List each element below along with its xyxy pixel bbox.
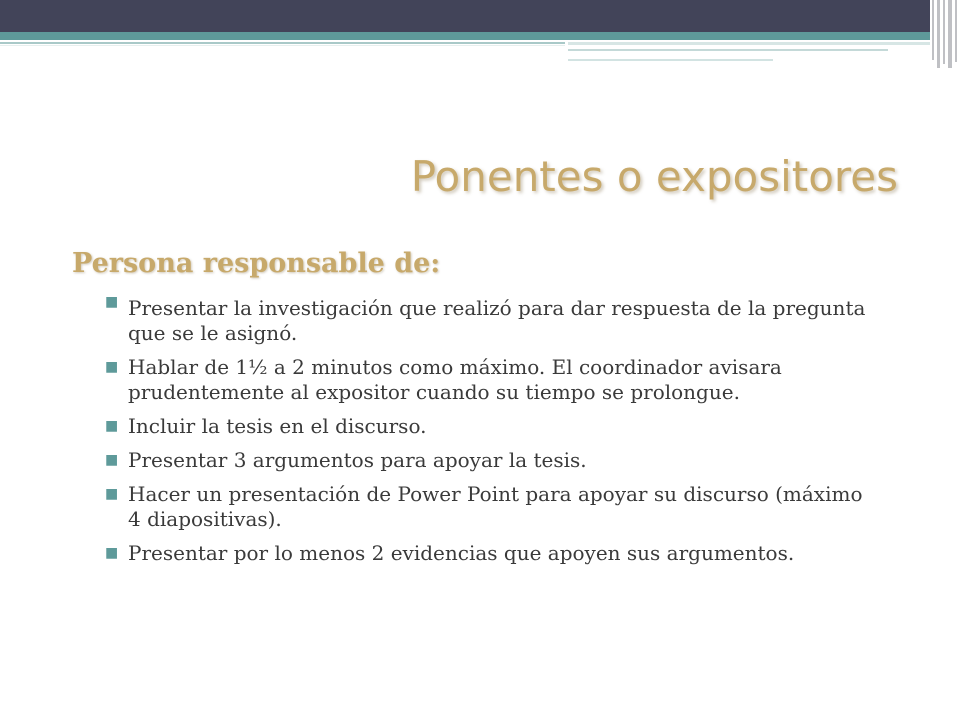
header-band xyxy=(0,0,930,32)
decor-bar xyxy=(955,0,957,62)
decor-bar xyxy=(937,0,940,68)
decor-bar xyxy=(932,0,934,60)
square-bullet-icon: ■ xyxy=(105,486,119,502)
bullet-item xyxy=(100,482,880,532)
bullet-list xyxy=(100,296,880,575)
bullet-text: Hablar de 1½ a 2 minutos como máximo. El coordinador avisara prudentemente al expositor cuando su tiempo se prolongue. xyxy=(128,355,782,404)
decor-line xyxy=(0,42,565,44)
bullet-item xyxy=(100,296,880,346)
bullet-text: Hacer un presentación de Power Point para apoyar su discurso (máximo 4 diapositivas). xyxy=(128,482,863,531)
bullet-text: Presentar 3 argumentos para apoyar la tesis. xyxy=(128,448,587,472)
decor-line xyxy=(568,59,773,61)
square-bullet-icon: ■ xyxy=(105,359,119,375)
decor-line xyxy=(568,42,930,45)
square-bullet-icon: ■ xyxy=(105,452,119,468)
bullet-text: Presentar la investigación que realizó para dar respuesta de la pregunta que se le asignó. xyxy=(128,296,866,345)
decor-line xyxy=(568,49,888,51)
bullet-item xyxy=(100,414,880,439)
slide-title: Ponentes o expositores xyxy=(410,152,898,201)
corner-vertical-bars xyxy=(930,0,960,68)
header-decorative-lines xyxy=(0,40,930,60)
bullet-text: Incluir la tesis en el discurso. xyxy=(128,414,427,438)
bullet-item xyxy=(100,355,880,405)
slide-subtitle: Persona responsable de: xyxy=(72,248,441,279)
bullet-item xyxy=(100,541,880,566)
header-accent-band xyxy=(0,32,930,40)
bullet-text: Presentar por lo menos 2 evidencias que apoyen sus argumentos. xyxy=(128,541,795,565)
decor-line xyxy=(0,45,565,46)
square-bullet-icon: ■ xyxy=(105,418,119,434)
decor-bar xyxy=(948,0,952,68)
square-bullet-icon: ■ xyxy=(105,545,119,561)
square-bullet-icon: ■ xyxy=(105,294,119,310)
bullet-item xyxy=(100,448,880,473)
decor-bar xyxy=(943,0,945,64)
